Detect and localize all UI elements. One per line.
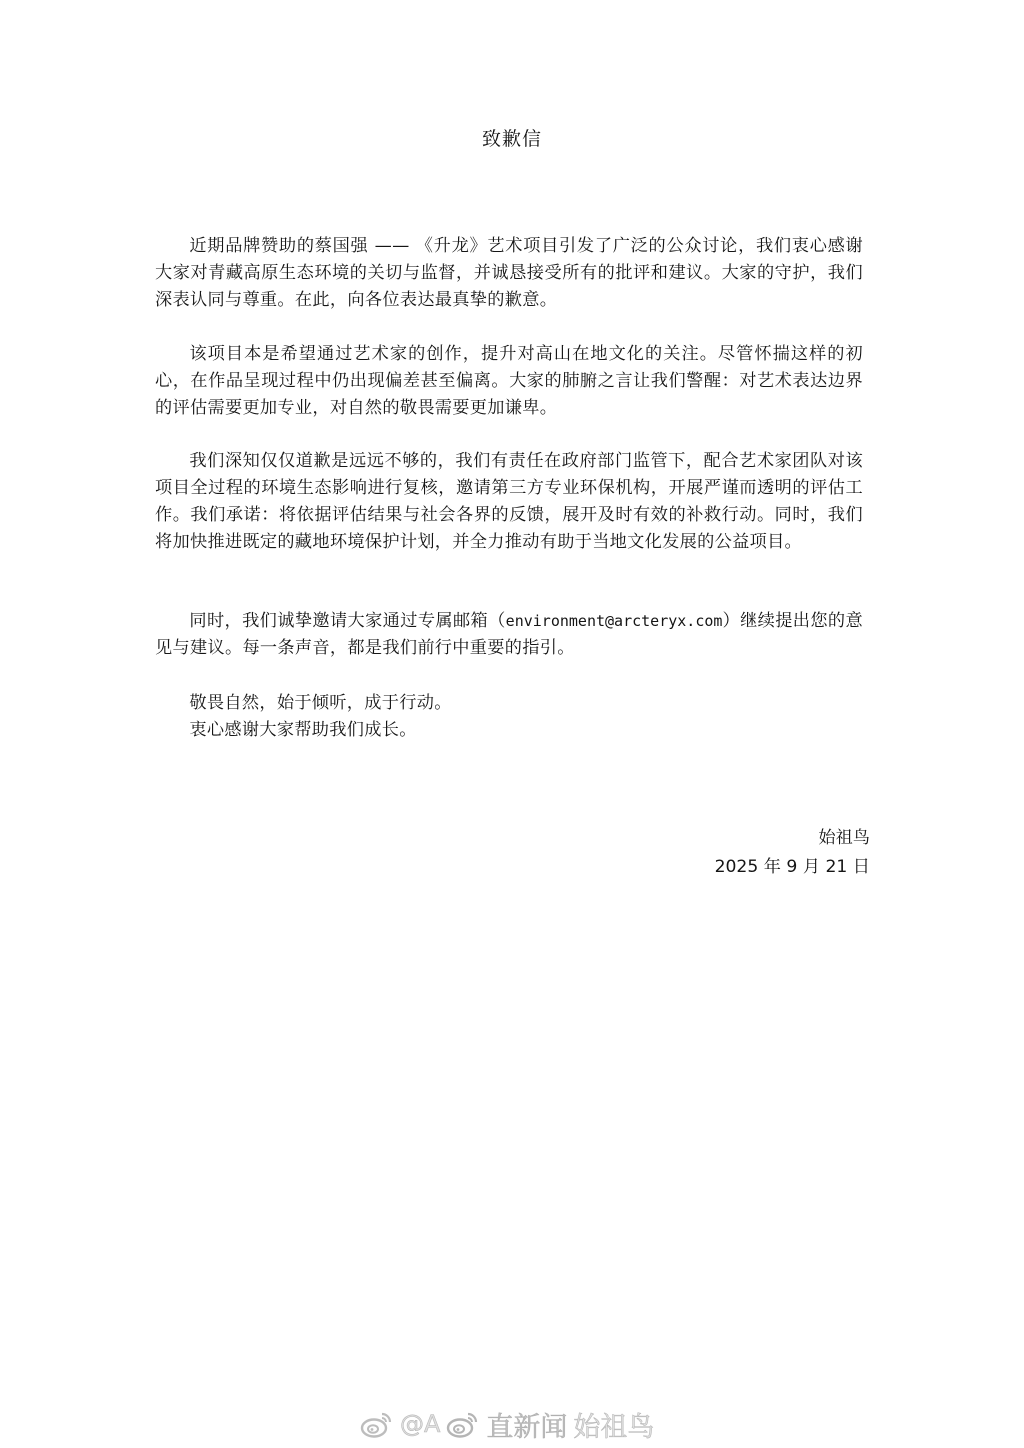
closing-lines <box>155 690 863 744</box>
watermark-source: 直新闻 <box>486 1411 568 1443</box>
contact-text-before: 同时，我们诚挚邀请大家通过专属邮箱（ <box>189 611 506 631</box>
contact-email: environment@arcteryx.com <box>505 612 723 630</box>
watermark-brand: 始祖鸟 <box>573 1411 655 1443</box>
signature-name: 始祖鸟 <box>818 828 870 848</box>
weibo-logo-icon <box>360 1409 394 1439</box>
contact-paragraph <box>155 608 863 662</box>
weibo-logo-icon-2 <box>446 1409 480 1439</box>
contact-text-after: ）继续提出您的意见与建议。每一条声音，都是我们前行中重要的指引。 <box>155 611 863 658</box>
paragraph-2-text: 该项目本是希望通过艺术家的创作，提升对高山在地文化的关注。尽管怀揣这样的初心，在作品呈现过程中仍出现偏差甚至偏离。大家的肺腑之言让我们警醒：对艺术表达边界的评估需要更加专业，对自然的敬畏需要更加谦卑。 <box>155 344 863 418</box>
paragraph-1 <box>155 233 863 314</box>
paragraph-1-text: 近期品牌赞助的蔡国强 —— 《升龙》艺术项目引发了广泛的公众讨论，我们衷心感谢大家对青藏高原生态环境的关切与监督，并诚恳接受所有的批评和建议。大家的守护，我们深表认同与尊重。在此，向各位表达最真挚的歉意。 <box>155 236 863 310</box>
watermark-handle-prefix: @A <box>400 1410 441 1438</box>
letter-title: 致歉信 <box>481 128 542 150</box>
signature-date: 2025 年 9 月 21 日 <box>714 857 870 877</box>
contact-paragraph-text <box>155 608 863 662</box>
closing-line-2: 衷心感谢大家帮助我们成长。 <box>189 720 417 740</box>
paragraph-3-text: 我们深知仅仅道歉是远远不够的，我们有责任在政府部门监管下，配合艺术家团队对该项目全过程的环境生态影响进行复核，邀请第三方专业环保机构，开展严谨而透明的评估工作。我们承诺：将依据评估结果与社会各界的反馈，展开及时有效的补救行动。同时，我们将加快推进既定的藏地环境保护计划，并全力推动有助于当地文化发展的公益项目。 <box>155 451 863 552</box>
paragraph-3 <box>155 448 863 556</box>
signature-block <box>715 824 870 882</box>
paragraph-2 <box>155 341 863 422</box>
closing-line-1: 敬畏自然，始于倾听，成于行动。 <box>189 693 452 713</box>
weibo-watermark <box>360 1404 654 1444</box>
